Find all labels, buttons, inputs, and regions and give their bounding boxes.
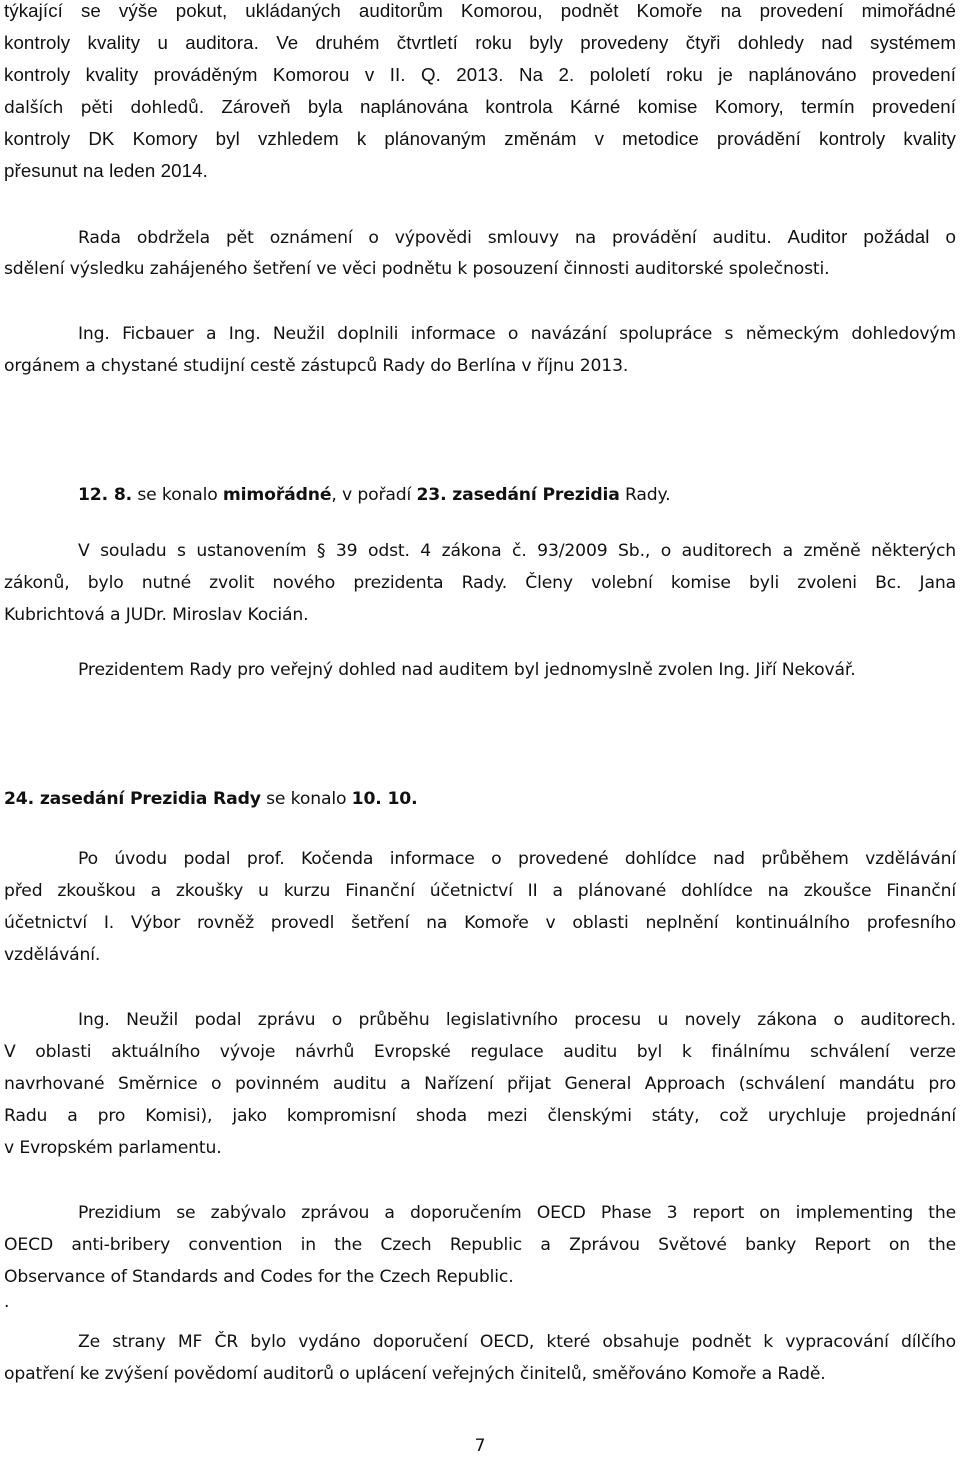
section-heading xyxy=(4,783,956,815)
text-line: Ing. Neužil podal zprávu o průběhu legislativního procesu u novely zákona o auditorech. xyxy=(78,1010,956,1030)
text-segment: , v pořadí xyxy=(331,485,412,505)
text-line: opatření ke zvýšení povědomí auditorů o uplácení veřejných činitelů, směřováno Komoře a Radě. xyxy=(4,1364,826,1384)
text-line: Ze strany MF ČR bylo vydáno doporučení OECD, které obsahuje podnět k vypracování dílčího xyxy=(78,1332,956,1352)
page-number: 7 xyxy=(474,1436,486,1456)
text-line: týkající se výše pokut, ukládaných auditorům Komorou, podnět Komoře na provedení mimořádné xyxy=(4,0,956,21)
text-line: Kubrichtová a JUDr. Miroslav Kocián. xyxy=(4,605,309,625)
text-line: V oblasti aktuálního vývoje návrhů Evropské regulace auditu byl k finálnímu schválení verze xyxy=(4,1042,956,1062)
text-line: zákonů, bylo nutné zvolit nového prezidenta Rady. Členy volební komise byli zvoleni Bc. Jana xyxy=(4,573,956,593)
text-line: Radu a pro Komisi), jako kompromisní shoda mezi členskými státy, což urychluje projednání xyxy=(4,1106,956,1126)
text-line: Ing. Ficbauer a Ing. Neužil doplnili informace o navázání spolupráce s německým dohledovým xyxy=(78,324,956,344)
text-line: . xyxy=(4,1292,10,1312)
text-line: sdělení výsledku zahájeného šetření ve věci podnětu k posouzení činnosti auditorské společnosti. xyxy=(4,259,830,279)
text-line: účetnictví I. Výbor rovněž provedl šetření na Komoře v oblasti neplnění kontinuálního profesního xyxy=(4,913,956,933)
text-line: vzdělávání. xyxy=(4,945,101,965)
text-segment: Rady. xyxy=(625,485,671,505)
text-line: V souladu s ustanovením § 39 odst. 4 zákona č. 93/2009 Sb., o auditorech a změně některých xyxy=(78,541,956,561)
meeting-name: 23. zasedání Prezidia xyxy=(416,485,620,505)
text-line: Prezidium se zabývalo zprávou a doporučením OECD Phase 3 report on implementing the xyxy=(78,1203,956,1223)
date: 12. 8. xyxy=(78,485,133,505)
text-line: orgánem a chystané studijní cestě zástupců Rady do Berlína v říjnu 2013. xyxy=(4,356,629,376)
text-line: Observance of Standards and Codes for the Czech Republic. xyxy=(4,1267,514,1287)
text-line: přesunut na leden 2014. xyxy=(4,160,208,181)
text-line xyxy=(78,221,956,253)
meeting-name: 24. zasedání Prezidia Rady xyxy=(4,789,261,809)
emphasis: mimořádné xyxy=(222,485,332,505)
text-line: Po úvodu podal prof. Kočenda informace o provedené dohlídce nad průběhem vzdělávání xyxy=(78,849,956,869)
text-segment: se konalo xyxy=(137,485,218,505)
text-segment: Rada obdržela pět oznámení o výpovědi smlouvy na provádění auditu. xyxy=(78,228,772,248)
text-line: před zkouškou a zkoušky u kurzu Finanční účetnictví II a plánované dohlídce na zkoušce Finanční xyxy=(4,881,956,901)
text-segment: dalších pěti dohledů. xyxy=(4,98,205,118)
text-line: navrhované Směrnice o povinném auditu a Nařízení přijat General Approach (schválení mandátu pro xyxy=(4,1074,956,1094)
text-line: kontroly DK Komory byl vzhledem k plánovaným změnám v metodice provádění kontroly kvality xyxy=(4,128,956,149)
text-line: kontroly kvality u auditora. Ve druhém čtvrtletí roku byly provedeny čtyři dohledy nad systémem xyxy=(4,32,956,53)
text-segment: Zároveň byla naplánována kontrola Kárné komise Komory, termín provedení xyxy=(221,96,956,117)
date: 10. 10. xyxy=(351,789,418,809)
section-heading xyxy=(78,479,956,511)
text-line: v Evropském parlamentu. xyxy=(4,1138,222,1158)
text-line: Prezidentem Rady pro veřejný dohled nad auditem byl jednomyslně zvolen Ing. Jiří Nekovář. xyxy=(78,660,856,680)
text-line: OECD anti-bribery convention in the Czech Republic a Zprávou Světové banky Report on the xyxy=(4,1235,956,1255)
text-segment: se konalo xyxy=(266,789,347,809)
text-line: kontroly kvality prováděným Komorou v II. Q. 2013. Na 2. pololetí roku je naplánováno provedení xyxy=(4,64,956,85)
text-segment: Auditor požádal o xyxy=(787,226,956,247)
text-line xyxy=(4,91,956,123)
